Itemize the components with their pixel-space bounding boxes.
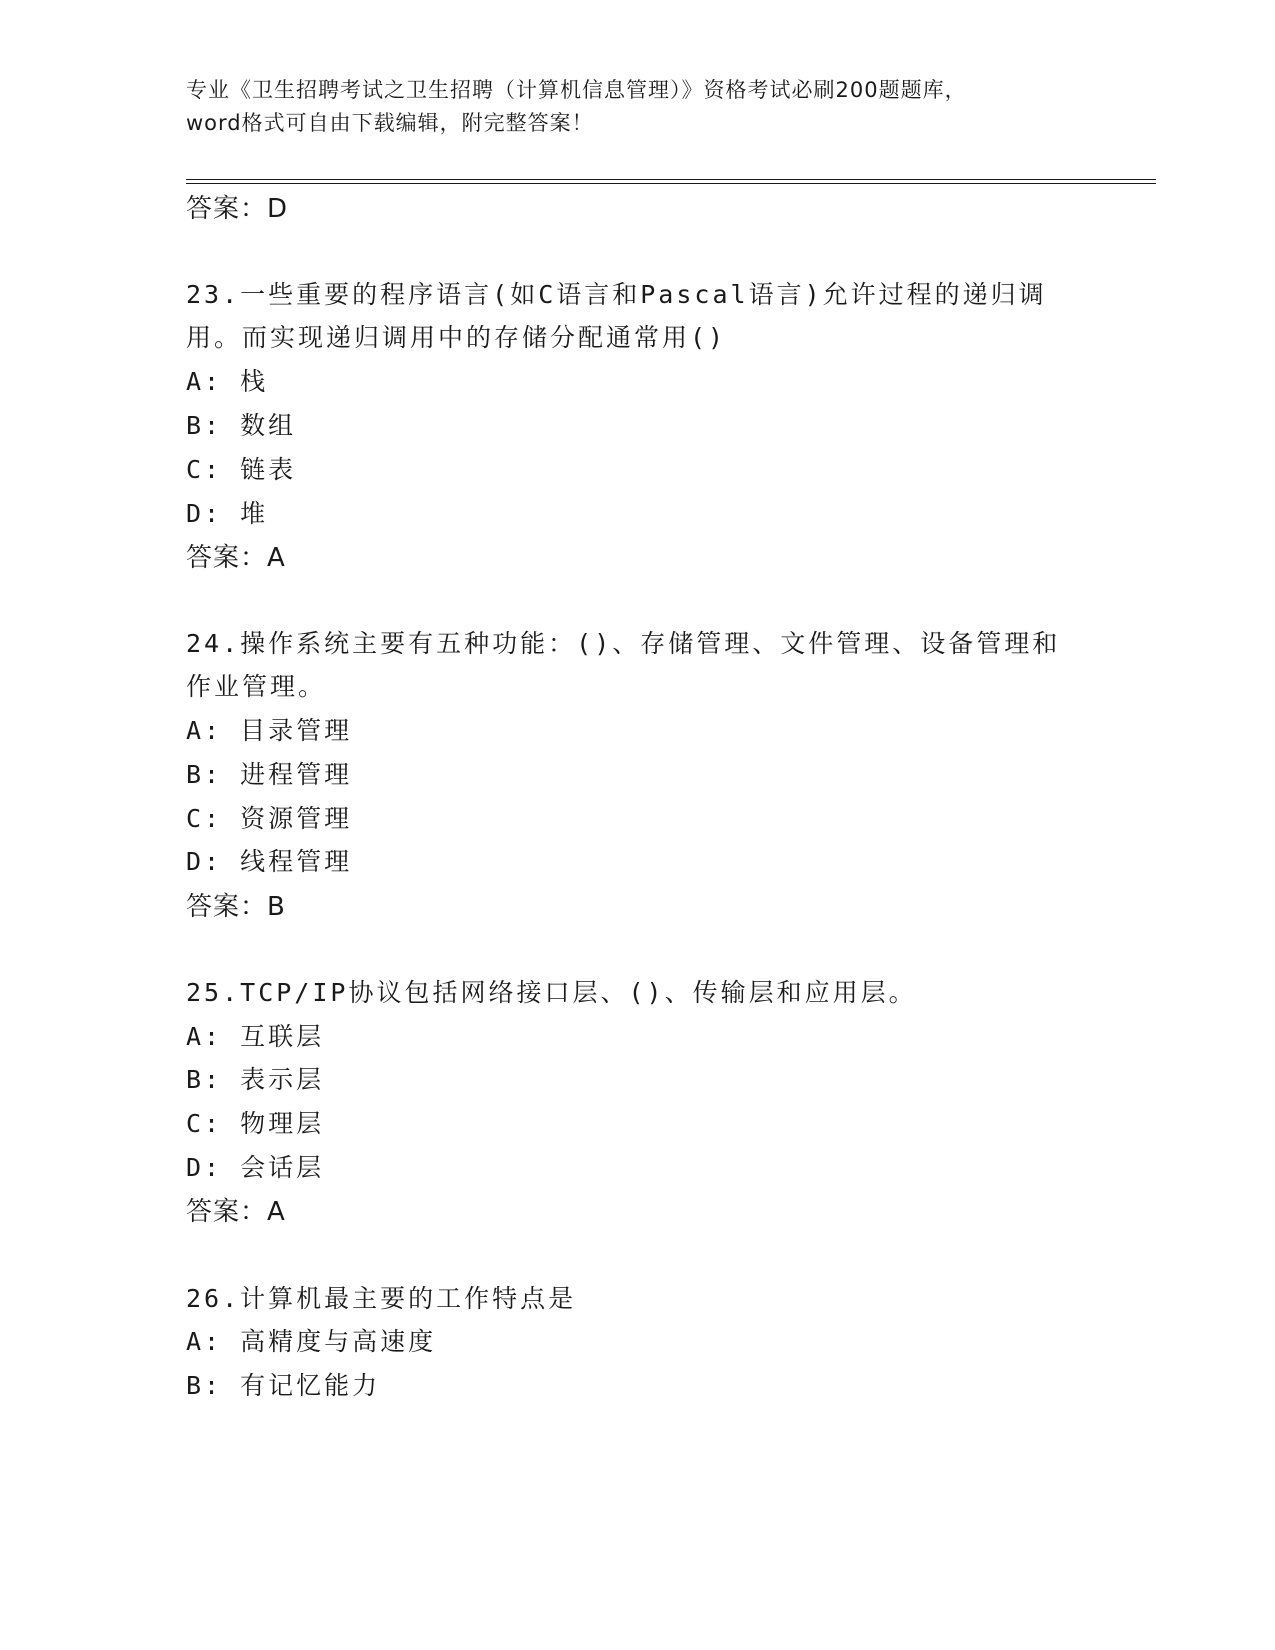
- question-24-text-line-2: 作业管理。: [186, 672, 327, 701]
- question-25-option-d: D: 会话层: [186, 1153, 325, 1182]
- header-divider-top: [186, 179, 1156, 180]
- question-24-option-b: B: 进程管理: [186, 760, 353, 789]
- question-24-option-c: C: 资源管理: [186, 804, 353, 833]
- question-23-answer: 答案：A: [186, 543, 286, 573]
- header-line-2: word格式可自由下载编辑，附完整答案！: [186, 111, 594, 135]
- question-25-text-line-1: 25.TCP/IP协议包括网络接口层、()、传输层和应用层。: [186, 978, 917, 1007]
- question-23-text-line-1: 23.一些重要的程序语言(如C语言和Pascal语言)允许过程的递归调: [186, 280, 1047, 309]
- question-23-option-b: B: 数组: [186, 411, 297, 440]
- question-24-answer: 答案：B: [186, 892, 286, 922]
- question-25-answer: 答案：A: [186, 1197, 286, 1227]
- question-26-option-a: A: 高精度与高速度: [186, 1327, 437, 1356]
- question-23-option-a: A: 栈: [186, 367, 269, 396]
- document-header: [186, 74, 1086, 140]
- question-24-option-d: D: 线程管理: [186, 847, 353, 876]
- question-24-text-line-1: 24.操作系统主要有五种功能：()、存储管理、文件管理、设备管理和: [186, 629, 1061, 658]
- previous-answer: 答案：D: [186, 194, 289, 224]
- question-23-option-d: D: 堆: [186, 499, 269, 528]
- question-24-option-a: A: 目录管理: [186, 716, 353, 745]
- question-26-text-line-1: 26.计算机最主要的工作特点是: [186, 1284, 577, 1313]
- question-26-option-b: B: 有记忆能力: [186, 1371, 381, 1400]
- question-23-text-line-2: 用。而实现递归调用中的存储分配通常用(): [186, 323, 727, 352]
- header-line-1: 专业《卫生招聘考试之卫生招聘（计算机信息管理）》资格考试必刷200题题库，: [186, 78, 967, 102]
- question-25-option-b: B: 表示层: [186, 1065, 325, 1094]
- question-23-option-c: C: 链表: [186, 455, 297, 484]
- question-25-option-a: A: 互联层: [186, 1022, 325, 1051]
- question-25-option-c: C: 物理层: [186, 1109, 325, 1138]
- header-divider-bottom: [186, 183, 1156, 184]
